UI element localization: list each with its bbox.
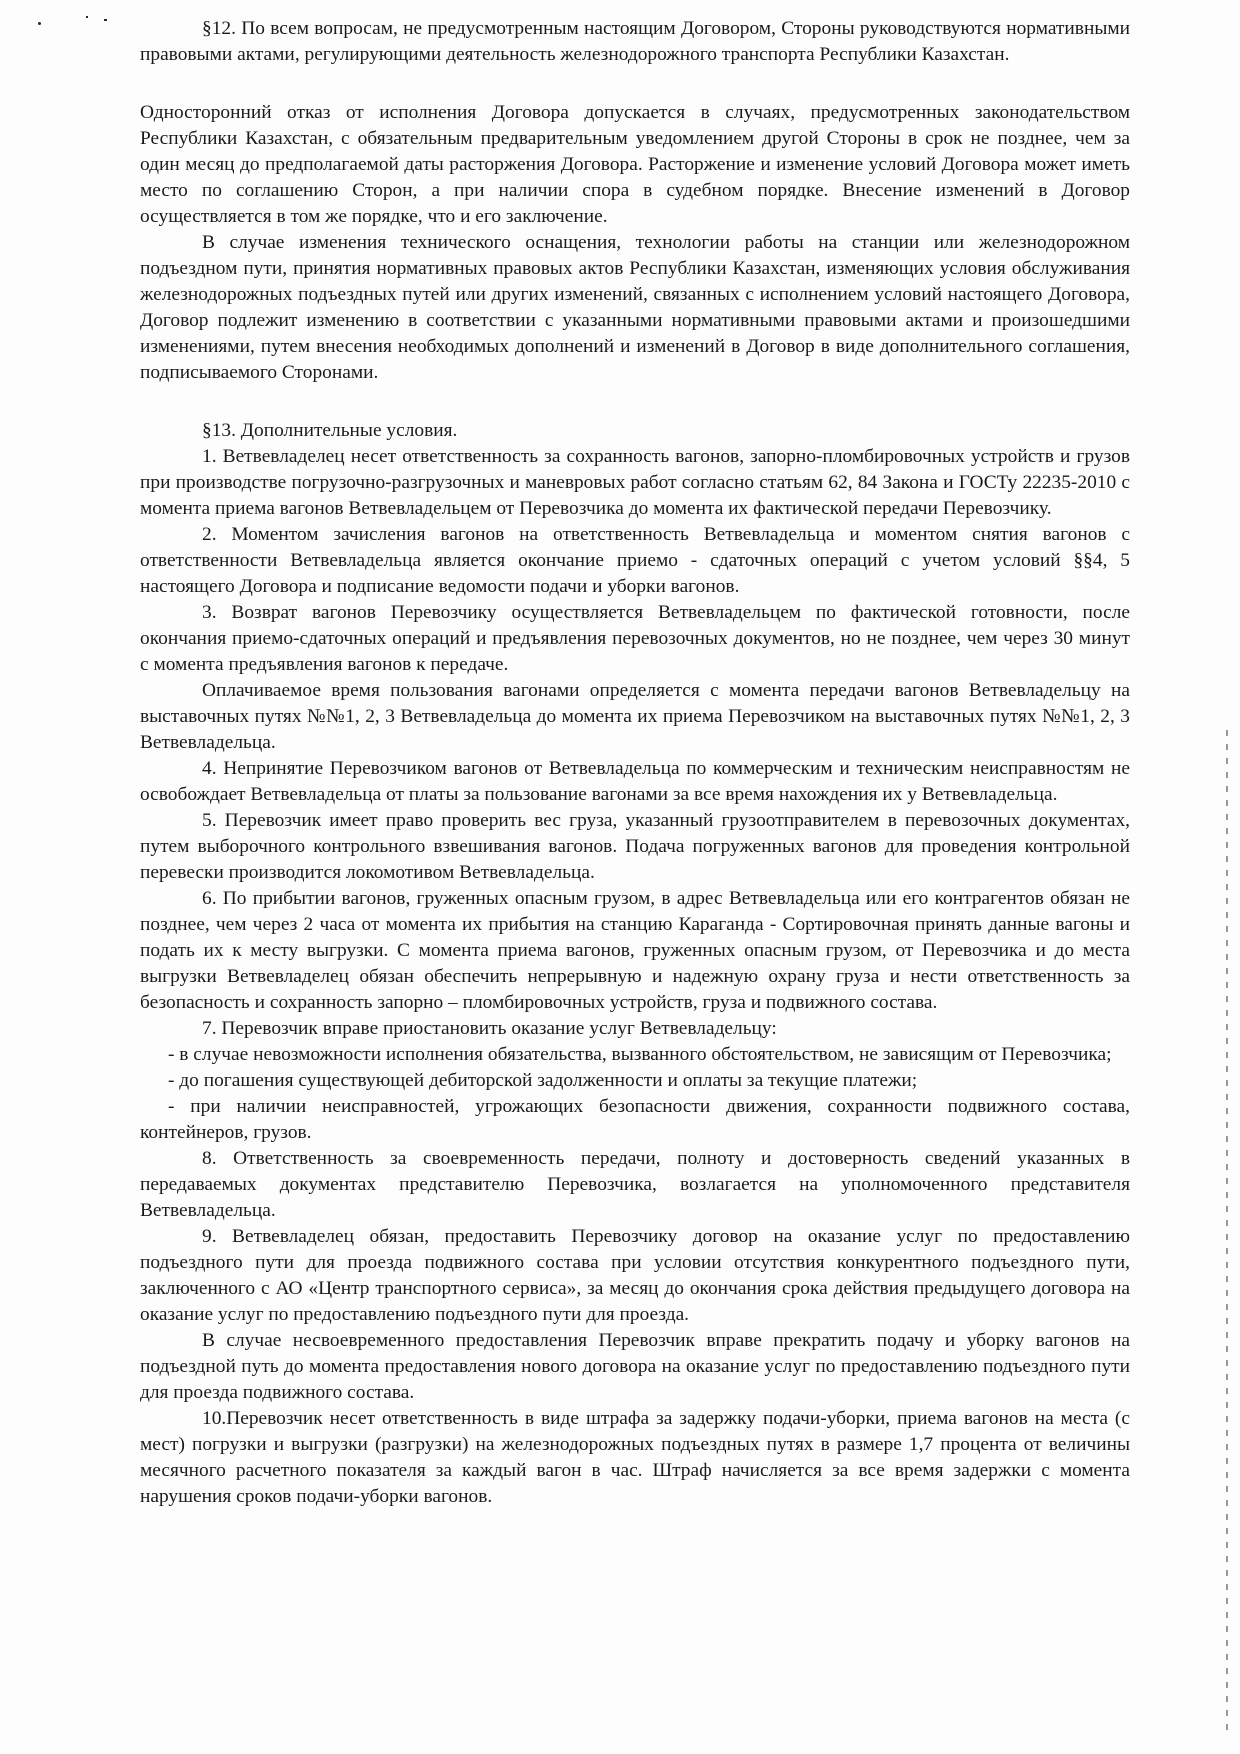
clause-3: 3. Возврат вагонов Перевозчику осуществляется Ветвевладельцем по фактической готовности, после окончания приемо-сдаточных операций и предъявления перевозочных документов, но не позднее, чем через 30 минут с момента предъявления вагонов к передаче. [140, 602, 1130, 675]
clause-5: 5. Перевозчик имеет право проверить вес груза, указанный грузоотправителем в перевозочных документах, путем выборочного контрольного взвешивания вагонов. Подача погруженных вагонов для проведения контрольной перевески производится локомотивом Ветвевладельца. [140, 810, 1130, 883]
scan-edge-shadow [1226, 730, 1228, 1730]
scan-speck [38, 22, 41, 25]
clause-2: 2. Моментом зачисления вагонов на ответственность Ветвевладельца и моментом снятия вагонов с ответственности Ветвевладельца является окончание приемо - сдаточных операций с учетом условий §§4, 5 настоящего Договора и подписание ведомости подачи и уборки вагонов. [140, 524, 1130, 597]
clause-4: 4. Непринятие Перевозчиком вагонов от Ветвевладельца по коммерческим и техническим неисправностям не освобождает Ветвевладельца от платы за пользование вагонами за все время нахождения их у Ветвевладельца. [140, 758, 1130, 805]
clause-9: 9. Ветвевладелец обязан, предоставить Перевозчику договор на оказание услуг по предоставлению подъездного пути для проезда подвижного состава при условии отсутствия конкурентного подъездного пути, заключенного с АО «Центр транспортного сервиса», за месяц до окончания срока действия предыдущего договора на оказание услуг по предоставлению подъездного пути для проезда. [140, 1226, 1130, 1325]
clause-8: 8. Ответственность за своевременность передачи, полноту и достоверность сведений указанных в передаваемых документах представителю Перевозчика, возлагается на уполномоченного представителя Ветвевладельца. [140, 1148, 1130, 1221]
clause-7: 7. Перевозчик вправе приостановить оказание услуг Ветвевладельцу: [202, 1018, 777, 1039]
clause-6: 6. По прибытии вагонов, груженных опасным грузом, в адрес Ветвевладельца или его контрагентов обязан не позднее, чем через 2 часа от момента их прибытия на станцию Караганда - Сортировочная принять данные вагоны и подать их к месту выгрузки. С момента приема вагонов, груженных опасным грузом, от Перевозчика и до места выгрузки Ветвевладелец обязан обеспечить непрерывную и надежную охрану груза и нести ответственность за безопасность и сохранность запорно – пломбировочных устройств, груза и подвижного состава. [140, 888, 1130, 1013]
scan-speck [104, 19, 107, 21]
clause-7-item-a: - в случае невозможности исполнения обязательства, вызванного обстоятельством, не зависящим от Перевозчика; [168, 1044, 1112, 1065]
clause-7-item-c: - при наличии неисправностей, угрожающих безопасности движения, сохранности подвижного состава, контейнеров, грузов. [140, 1096, 1130, 1143]
clause-7-item-b: - до погашения существующей дебиторской задолженности и оплаты за текущие платежи; [168, 1070, 918, 1091]
section-12-paragraph: §12. По всем вопросам, не предусмотренным настоящим Договором, Стороны руководствуются нормативными правовыми актами, регулирующими деятельность железнодорожного транспорта Республики Казахстан. [140, 18, 1130, 65]
section-13-heading: §13. Дополнительные условия. [202, 420, 458, 441]
termination-paragraph: Односторонний отказ от исполнения Договора допускается в случаях, предусмотренных законодательством Республики Казахстан, с обязательным предварительным уведомлением другой Стороны в срок не позднее, чем за один месяц до предполагаемой даты расторжения Договора. Расторжение и изменение условий Договора может иметь место по соглашению Сторон, а при наличии спора в судебном порядке. Внесение изменений в Договор осуществляется в том же порядке, что и его заключение. [140, 102, 1130, 227]
scan-speck [86, 16, 88, 18]
clause-1: 1. Ветвевладелец несет ответственность за сохранность вагонов, запорно-пломбировочных устройств и грузов при производстве погрузочно-разгрузочных и маневровых работ согласно статьям 62, 84 Закона и ГОСТу 22235-2010 с момента приема вагонов Ветвевладельцем от Перевозчика до момента их фактической передачи Перевозчику. [140, 446, 1130, 519]
clause-9-late-provision: В случае несвоевременного предоставления Перевозчик вправе прекратить подачу и уборку вагонов на подъездной путь до момента предоставления нового договора на оказание услуг по предоставлению подъездного пути для проезда подвижного состава. [140, 1330, 1130, 1403]
clause-10: 10.Перевозчик несет ответственность в виде штрафа за задержку подачи-уборки, приема вагонов на места (с мест) погрузки и выгрузки (разгрузки) на железнодорожных подъездных путях в размере 1,7 процента от величины месячного расчетного показателя за каждый вагон в час. Штраф начисляется за все время задержки с момента нарушения сроков подачи-уборки вагонов. [140, 1408, 1130, 1507]
amendment-paragraph: В случае изменения технического оснащения, технологии работы на станции или железнодорожном подъездном пути, принятия нормативных правовых актов Республики Казахстан, изменяющих условия обслуживания железнодорожных подъездных путей или других изменений, связанных с исполнением условий настоящего Договора, Договор подлежит изменению в соответствии с указанными нормативными правовыми актами и произошедшими изменениями, путем внесения необходимых дополнений и изменений в Договор в виде дополнительного соглашения, подписываемого Сторонами. [140, 232, 1130, 383]
document-body [140, 16, 1130, 1510]
clause-3-paid-time: Оплачиваемое время пользования вагонами определяется с момента передачи вагонов Ветвевладельцу на выставочных путях №№1, 2, 3 Ветвевладельца до момента их приема Перевозчиком на выставочных путях №№1, 2, 3 Ветвевладельца. [140, 680, 1130, 753]
